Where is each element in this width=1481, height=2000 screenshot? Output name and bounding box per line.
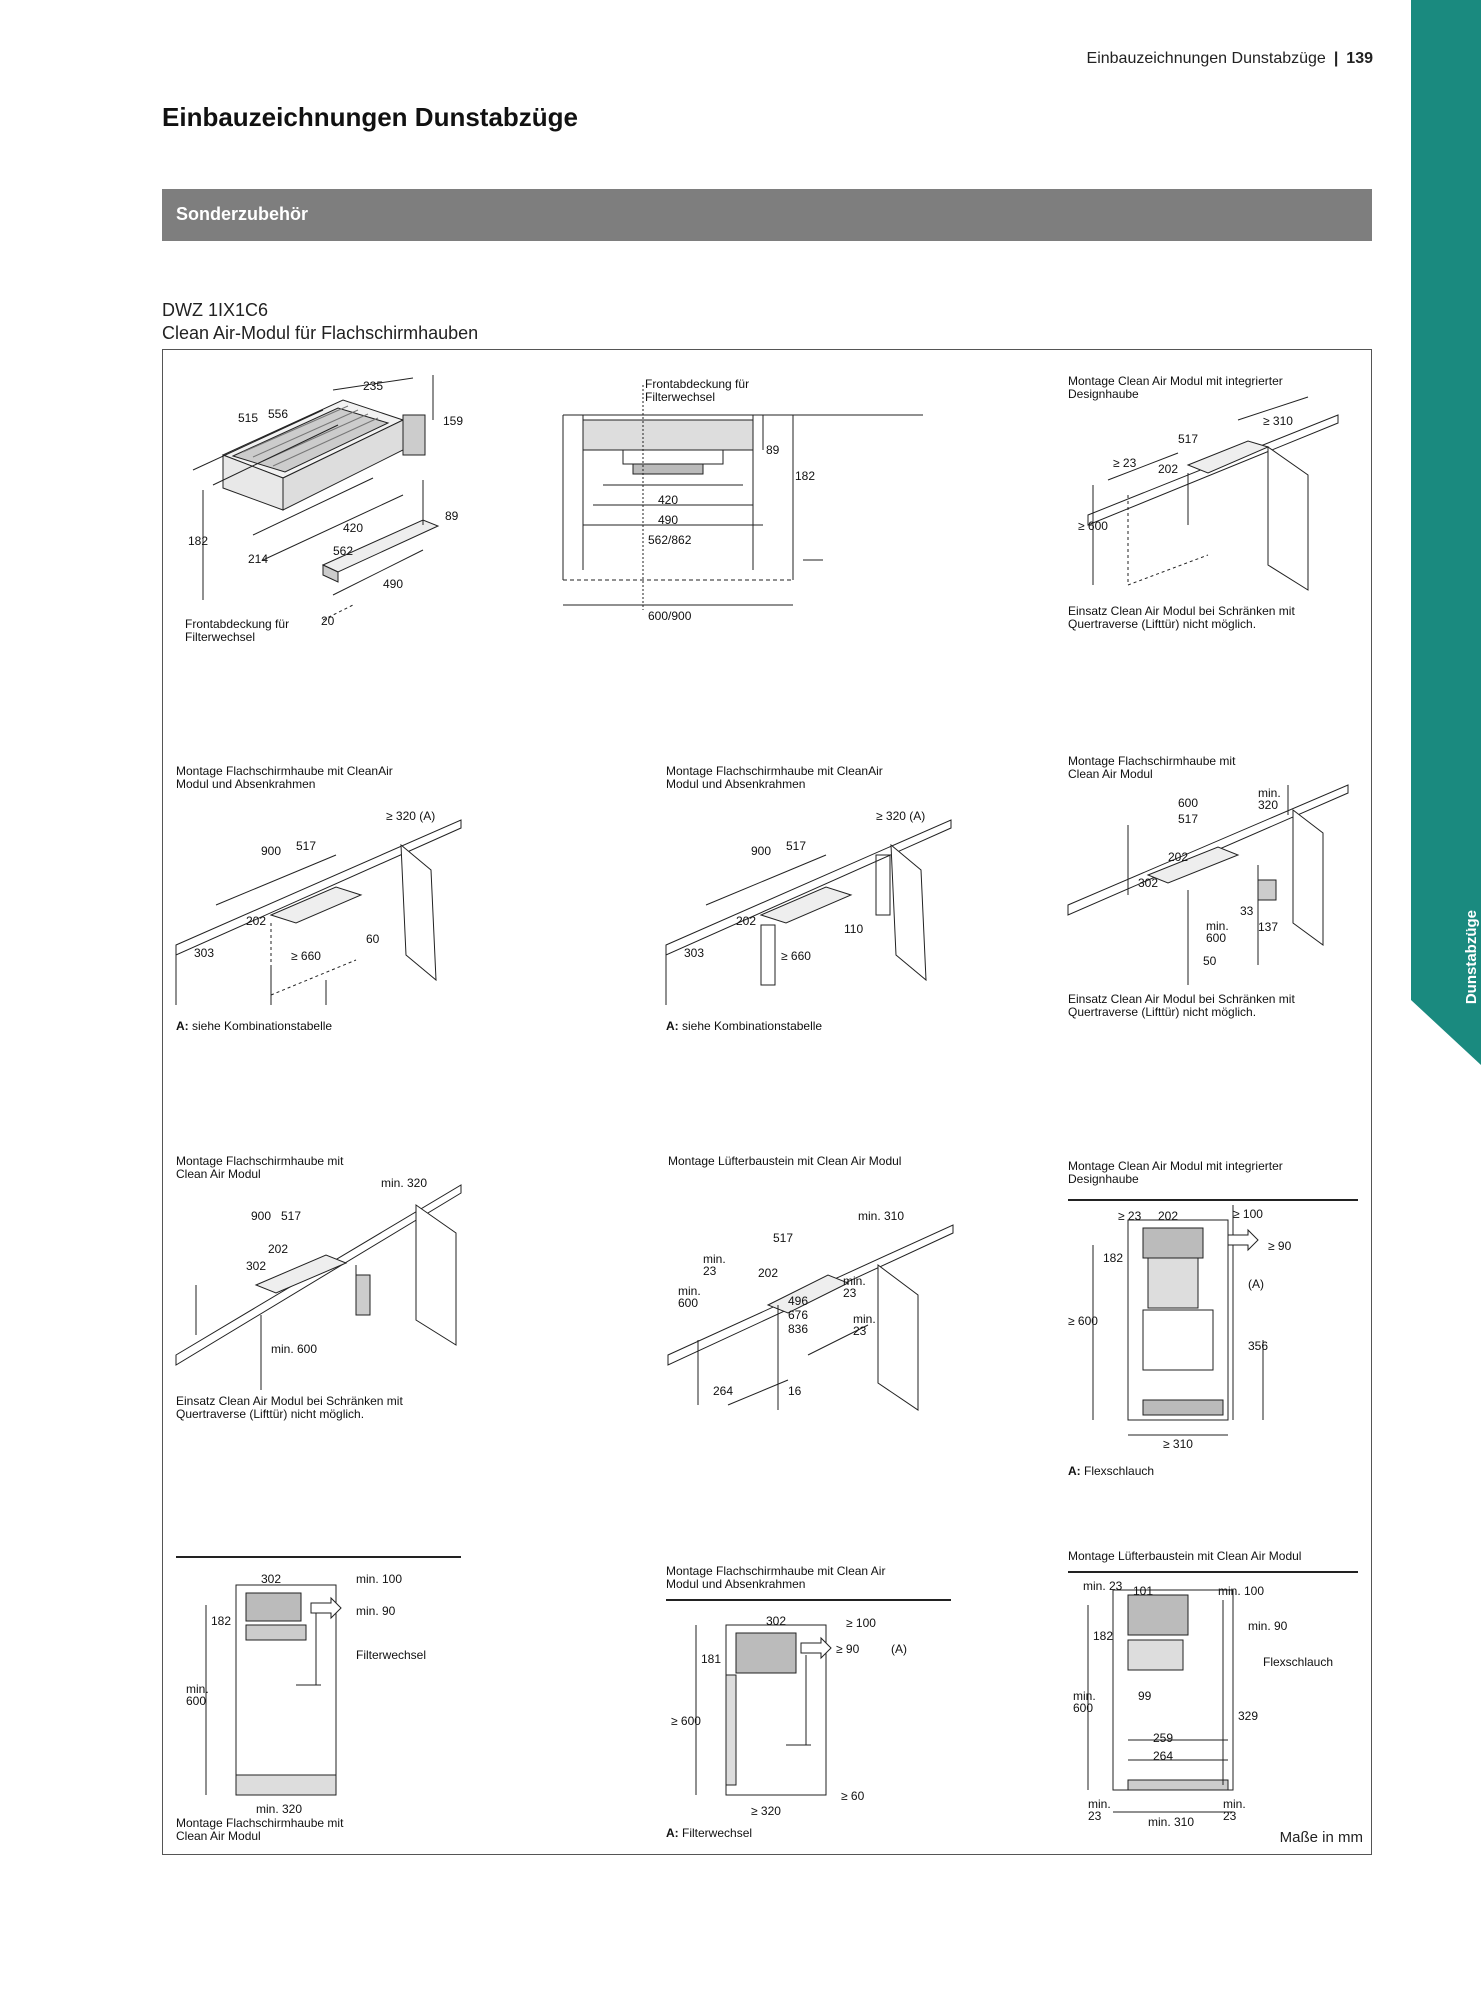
drawing-caption: Montage Lüfterbaustein mit Clean Air Modul <box>1068 1549 1302 1563</box>
dim-label: 33 <box>1240 904 1254 918</box>
section-title: Sonderzubehör <box>176 204 309 224</box>
product-name: Clean Air-Modul für Flachschirmhauben <box>162 323 479 343</box>
dim-label: 900 <box>751 844 772 858</box>
dim-label: 303 <box>684 946 705 960</box>
dim-label: 214 <box>248 552 269 566</box>
drawing-designhaube-side <box>1068 1160 1363 1480</box>
drawing-caption: Montage Flachschirmhaube mit Clean Air Modul <box>176 1816 344 1843</box>
drawing-caption: Montage Clean Air Modul mit integrierter Designhaube <box>1068 374 1283 401</box>
drawing-caption: Montage Flachschirmhaube mit CleanAir Modul und Absenkrahmen <box>666 764 883 791</box>
dim-label: 496 <box>788 1294 809 1308</box>
drawing-note <box>176 1020 416 1033</box>
dim-label: ≥ 90 <box>1268 1239 1292 1253</box>
dim-label: 20 <box>321 614 335 628</box>
dim-label: 181 <box>701 1652 722 1666</box>
dim-label: 182 <box>1093 1629 1114 1643</box>
drawing-flachschirm-2 <box>176 1155 476 1455</box>
dim-label: min. 23 <box>853 1312 876 1338</box>
drawing-absenkrahmen-1 <box>176 765 476 1065</box>
dim-label: 515 <box>238 411 259 425</box>
dim-label: 517 <box>1178 812 1199 826</box>
dim-label: ≥ 660 <box>291 949 321 963</box>
drawing-caption: Montage Flachschirmhaube mit CleanAir Modul und Absenkrahmen <box>176 764 393 791</box>
note-text: Filterwechsel <box>682 1826 753 1840</box>
dim-label: ≥ 600 <box>1078 519 1108 533</box>
dim-label: 159 <box>443 414 464 428</box>
dim-label: 303 <box>194 946 215 960</box>
side-tab-label: Dunstabzüge <box>1463 910 1480 1005</box>
dim-label: 264 <box>713 1384 734 1398</box>
dim-label: 16 <box>788 1384 802 1398</box>
dim-label: 900 <box>251 1209 272 1223</box>
dim-label: 562 <box>333 544 354 558</box>
dim-label: ≥ 310 <box>1163 1437 1193 1451</box>
dim-label: min. 600 <box>186 1682 209 1708</box>
dim-label: (A) <box>1248 1277 1264 1291</box>
dim-label: ≥ 100 <box>1233 1207 1263 1221</box>
dim-label: min. 600 <box>271 1342 318 1356</box>
dim-label: 182 <box>188 534 209 548</box>
dim-label: 202 <box>1158 462 1179 476</box>
dim-label: min. 23 <box>1083 1579 1123 1593</box>
drawing-note <box>1068 1465 1348 1478</box>
dim-label: 202 <box>758 1266 779 1280</box>
dim-label: min. 23 <box>1088 1797 1111 1823</box>
dim-label: min. 100 <box>1218 1584 1265 1598</box>
note-text: siehe Kombinationstabelle <box>192 1019 333 1033</box>
dim-label: 182 <box>795 469 816 483</box>
dim-label: min. 23 <box>843 1274 866 1300</box>
dim-label: 517 <box>296 839 317 853</box>
dim-label: min. 90 <box>356 1604 396 1618</box>
drawing-label: Frontabdeckung für Filterwechsel <box>645 377 750 404</box>
drawing-frame <box>162 349 1372 1855</box>
dim-label: 60 <box>366 932 380 946</box>
dim-label: 101 <box>1133 1584 1154 1598</box>
dim-label: 356 <box>1248 1339 1269 1353</box>
dim-label: 490 <box>383 577 404 591</box>
drawing-flachschirm-1 <box>1068 755 1363 1055</box>
dim-label: 50 <box>1203 954 1217 968</box>
dim-label: 600/900 <box>648 609 692 623</box>
page-number: 139 <box>1346 50 1373 67</box>
dim-label: ≥ 320 (A) <box>386 809 436 823</box>
dim-label: 900 <box>261 844 282 858</box>
dim-label: 89 <box>445 509 459 523</box>
dim-label: 137 <box>1258 920 1279 934</box>
dim-label: 202 <box>246 914 267 928</box>
dim-label: ≥ 310 <box>1263 414 1293 428</box>
drawing-caption: Montage Flachschirmhaube mit Clean Air Modul <box>1068 754 1236 781</box>
drawing-note: Einsatz Clean Air Modul bei Schränken mit Quertraverse (Lifttür) nicht möglich. <box>1068 604 1295 631</box>
dim-label: 490 <box>658 513 679 527</box>
dim-label: 420 <box>658 493 679 507</box>
dim-label: 302 <box>261 1572 282 1586</box>
dim-label: 264 <box>1153 1749 1174 1763</box>
dim-label: ≥ 90 <box>836 1642 860 1656</box>
dim-label: 182 <box>211 1614 232 1628</box>
units-note: Maße in mm <box>1279 1829 1363 1846</box>
dim-label: ≥ 600 <box>671 1714 701 1728</box>
note-key: A: <box>666 1019 679 1033</box>
dim-label: min. 310 <box>858 1209 905 1223</box>
dim-label: 182 <box>1103 1251 1124 1265</box>
dim-label: ≥ 23 <box>1113 456 1137 470</box>
drawing-caption: Montage Clean Air Modul mit integrierter Designhaube <box>1068 1159 1283 1186</box>
dim-label: ≥ 600 <box>1068 1314 1098 1328</box>
dim-label: 302 <box>766 1614 787 1628</box>
dim-label: 836 <box>788 1322 809 1336</box>
dim-label: min. 320 <box>1258 786 1281 812</box>
drawing-module-iso <box>173 360 533 660</box>
dim-label: 89 <box>766 443 780 457</box>
dim-label: 517 <box>786 839 807 853</box>
dim-label: 329 <box>1238 1709 1259 1723</box>
dim-label: 259 <box>1153 1731 1174 1745</box>
dim-label: min. 320 <box>381 1176 428 1190</box>
drawing-luefterbaustein-side <box>1068 1550 1363 1850</box>
drawing-note <box>666 1020 906 1033</box>
drawing-absenkrahmen-side <box>666 1565 966 1855</box>
dim-label: (A) <box>891 1642 907 1656</box>
dim-label: 517 <box>281 1209 302 1223</box>
drawing-label: Filterwechsel <box>356 1648 427 1662</box>
note-key: A: <box>666 1826 679 1840</box>
dim-label: min. 23 <box>703 1252 726 1278</box>
drawing-designhaube-iso <box>1068 375 1363 655</box>
drawing-note: Einsatz Clean Air Modul bei Schränken mit Quertraverse (Lifttür) nicht möglich. <box>176 1394 403 1421</box>
dim-label: min. 310 <box>1148 1815 1195 1829</box>
dim-label: ≥ 320 <box>751 1804 781 1818</box>
dim-label: ≥ 320 (A) <box>876 809 926 823</box>
note-text: Flexschlauch <box>1084 1464 1155 1478</box>
drawing-module-front <box>563 360 953 660</box>
dim-label: 302 <box>1138 876 1159 890</box>
dim-label: min. 600 <box>678 1284 701 1310</box>
dim-label: 517 <box>1178 432 1199 446</box>
dim-label: min. 600 <box>1206 919 1229 945</box>
dim-label: 556 <box>268 407 289 421</box>
dim-label: 420 <box>343 521 364 535</box>
drawing-label: Flexschlauch <box>1263 1655 1334 1669</box>
dim-label: ≥ 60 <box>841 1789 865 1803</box>
dim-label: 202 <box>268 1242 289 1256</box>
dim-label: min. 320 <box>256 1802 303 1816</box>
drawing-flachschirm-side <box>176 1545 476 1845</box>
drawing-label: Frontabdeckung für Filterwechsel <box>185 617 290 644</box>
dim-label: min. 90 <box>1248 1619 1288 1633</box>
running-head <box>1087 50 1373 68</box>
drawing-caption: Montage Flachschirmhaube mit Clean Air Modul <box>176 1154 344 1181</box>
note-text: siehe Kombinationstabelle <box>682 1019 823 1033</box>
dim-label: 517 <box>773 1231 794 1245</box>
drawing-caption: Montage Lüfterbaustein mit Clean Air Modul <box>668 1154 902 1168</box>
dim-label: ≥ 100 <box>846 1616 876 1630</box>
dim-label: min. 600 <box>1073 1689 1096 1715</box>
dim-label: 202 <box>1168 850 1189 864</box>
running-title: Einbauzeichnungen Dunstabzüge <box>1086 50 1326 67</box>
section-bar <box>162 189 1372 241</box>
dim-label: min. 23 <box>1223 1797 1246 1823</box>
drawing-absenkrahmen-2 <box>666 765 966 1065</box>
dim-label: 235 <box>363 379 384 393</box>
side-tab[interactable] <box>1411 0 1481 1065</box>
dim-label: 110 <box>844 922 864 936</box>
dim-label: 676 <box>788 1308 809 1322</box>
note-key: A: <box>176 1019 189 1033</box>
dim-label: 202 <box>1158 1209 1179 1223</box>
dim-label: 99 <box>1138 1689 1152 1703</box>
dim-label: 202 <box>736 914 757 928</box>
dim-label: ≥ 23 <box>1118 1209 1142 1223</box>
dim-label: 562/862 <box>648 533 692 547</box>
note-key: A: <box>1068 1464 1081 1478</box>
drawing-caption: Montage Flachschirmhaube mit Clean Air Modul und Absenkrahmen <box>666 1564 886 1591</box>
drawing-luefterbaustein-iso <box>668 1155 968 1455</box>
dim-label: min. 100 <box>356 1572 403 1586</box>
dim-label: 302 <box>246 1259 267 1273</box>
header-separator: | <box>1333 50 1339 67</box>
drawing-note: Einsatz Clean Air Modul bei Schränken mit Quertraverse (Lifttür) nicht möglich. <box>1068 992 1295 1019</box>
page-title: Einbauzeichnungen Dunstabzüge <box>162 102 579 132</box>
drawing-note <box>666 1827 906 1840</box>
dim-label: ≥ 660 <box>781 949 811 963</box>
dim-label: 600 <box>1178 796 1199 810</box>
product-model: DWZ 1IX1C6 <box>162 300 269 320</box>
